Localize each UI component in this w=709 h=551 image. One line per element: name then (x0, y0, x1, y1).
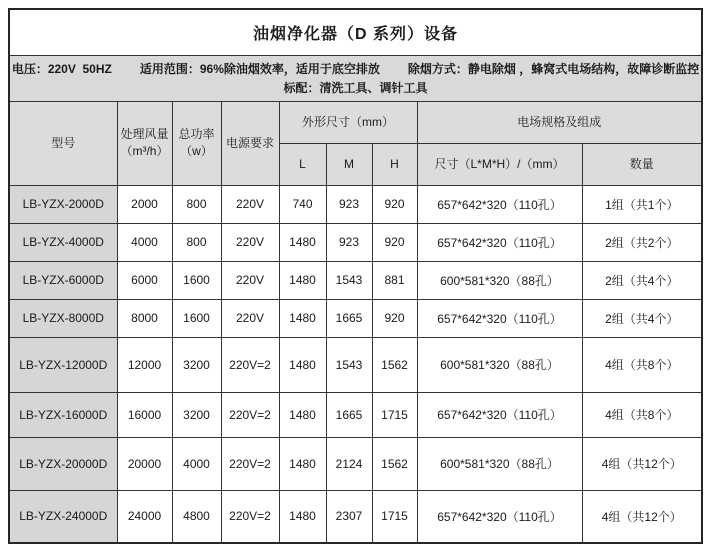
supply-cell: 220V=2 (221, 490, 279, 543)
airflow-cell: 16000 (117, 392, 172, 437)
dim-l-cell: 1480 (279, 437, 326, 490)
airflow-cell: 6000 (117, 261, 172, 299)
airflow-cell: 24000 (117, 490, 172, 543)
model-cell: LB-YZX-2000D (9, 185, 117, 223)
model-cell: LB-YZX-4000D (9, 223, 117, 261)
header-power-supply: 电源要求 (221, 101, 279, 185)
dim-l-cell: 740 (279, 185, 326, 223)
table-row (9, 490, 702, 543)
dim-m-cell: 2124 (326, 437, 372, 490)
page-title: 油烟净化器（D 系列）设备 (9, 9, 702, 55)
header-airflow (117, 101, 172, 185)
dim-h-cell: 1562 (372, 337, 417, 392)
header-quantity: 数量 (582, 143, 702, 185)
quantity-cell: 2组（共2个） (582, 223, 702, 261)
field-size-cell: 657*642*320（110孔） (417, 490, 582, 543)
dim-m-cell: 1543 (326, 261, 372, 299)
airflow-cell: 4000 (117, 223, 172, 261)
model-cell: LB-YZX-20000D (9, 437, 117, 490)
header-power-unit: （w） (180, 144, 213, 158)
quantity-cell: 4组（共12个） (582, 437, 702, 490)
quantity-cell: 2组（共4个） (582, 261, 702, 299)
info-method: 除烟方式：静电除烟 ，蜂窝式电场结构，故障诊断监控 (407, 62, 700, 76)
model-cell: LB-YZX-6000D (9, 261, 117, 299)
model-cell: LB-YZX-12000D (9, 337, 117, 392)
quantity-cell: 4组（共8个） (582, 392, 702, 437)
info-scope: 适用范围：96%除油烟效率，适用于底空排放 (139, 62, 380, 76)
model-cell: LB-YZX-16000D (9, 392, 117, 437)
header-field-spec: 电场规格及组成 (417, 101, 702, 143)
model-cell: LB-YZX-8000D (9, 299, 117, 337)
supply-cell: 220V (221, 185, 279, 223)
header-dimensions: 外形尺寸（mm） (279, 101, 417, 143)
power-cell: 3200 (172, 337, 221, 392)
dim-m-cell: 923 (326, 223, 372, 261)
table-row (9, 337, 702, 392)
dim-h-cell: 1715 (372, 392, 417, 437)
header-dim-m: M (326, 143, 372, 185)
table-row (9, 437, 702, 490)
supply-cell: 220V (221, 261, 279, 299)
quantity-cell: 2组（共4个） (582, 299, 702, 337)
dim-l-cell: 1480 (279, 392, 326, 437)
title-row (9, 9, 702, 55)
dim-m-cell: 923 (326, 185, 372, 223)
dim-l-cell: 1480 (279, 490, 326, 543)
dim-m-cell: 1665 (326, 392, 372, 437)
dim-h-cell: 920 (372, 185, 417, 223)
airflow-cell: 12000 (117, 337, 172, 392)
quantity-cell: 4组（共12个） (582, 490, 702, 543)
dim-m-cell: 1665 (326, 299, 372, 337)
info-voltage: 电压：220V 50HZ (11, 62, 112, 76)
dim-h-cell: 920 (372, 223, 417, 261)
field-size-cell: 657*642*320（110孔） (417, 185, 582, 223)
model-cell: LB-YZX-24000D (9, 490, 117, 543)
table-row (9, 223, 702, 261)
field-size-cell: 657*642*320（110孔） (417, 392, 582, 437)
dim-l-cell: 1480 (279, 223, 326, 261)
table-row (9, 299, 702, 337)
header-dim-h: H (372, 143, 417, 185)
quantity-cell: 4组（共8个） (582, 337, 702, 392)
supply-cell: 220V (221, 299, 279, 337)
supply-cell: 220V=2 (221, 337, 279, 392)
header-dim-l: L (279, 143, 326, 185)
airflow-cell: 20000 (117, 437, 172, 490)
info-band (9, 55, 702, 101)
dim-h-cell: 1562 (372, 437, 417, 490)
header-power (172, 101, 221, 185)
dim-l-cell: 1480 (279, 261, 326, 299)
header-row-1 (9, 101, 702, 143)
table-row (9, 392, 702, 437)
quantity-cell: 1组（共1个） (582, 185, 702, 223)
header-airflow-label: 处理风量 (120, 127, 169, 141)
power-cell: 800 (172, 185, 221, 223)
info-cell (9, 55, 702, 101)
table-row (9, 185, 702, 223)
power-cell: 1600 (172, 261, 221, 299)
dim-h-cell: 920 (372, 299, 417, 337)
dim-m-cell: 2307 (326, 490, 372, 543)
power-cell: 4800 (172, 490, 221, 543)
header-power-label: 总功率 (178, 127, 215, 141)
field-size-cell: 600*581*320（88孔） (417, 337, 582, 392)
field-size-cell: 657*642*320（110孔） (417, 299, 582, 337)
airflow-cell: 8000 (117, 299, 172, 337)
dim-l-cell: 1480 (279, 299, 326, 337)
power-cell: 1600 (172, 299, 221, 337)
field-size-cell: 657*642*320（110孔） (417, 223, 582, 261)
power-cell: 4000 (172, 437, 221, 490)
dim-l-cell: 1480 (279, 337, 326, 392)
header-model: 型号 (9, 101, 117, 185)
info-line-1 (11, 59, 700, 79)
table-row (9, 261, 702, 299)
field-size-cell: 600*581*320（88孔） (417, 261, 582, 299)
supply-cell: 220V (221, 223, 279, 261)
header-airflow-unit: （m³/h） (120, 144, 169, 158)
power-cell: 800 (172, 223, 221, 261)
field-size-cell: 600*581*320（88孔） (417, 437, 582, 490)
supply-cell: 220V=2 (221, 437, 279, 490)
spec-table (8, 8, 703, 544)
dim-h-cell: 881 (372, 261, 417, 299)
info-standard: 标配：清洗工具、调针工具 (283, 81, 428, 95)
power-cell: 3200 (172, 392, 221, 437)
dim-m-cell: 1543 (326, 337, 372, 392)
header-field-size: 尺寸（L*M*H）/（mm） (417, 143, 582, 185)
airflow-cell: 2000 (117, 185, 172, 223)
dim-h-cell: 1715 (372, 490, 417, 543)
supply-cell: 220V=2 (221, 392, 279, 437)
